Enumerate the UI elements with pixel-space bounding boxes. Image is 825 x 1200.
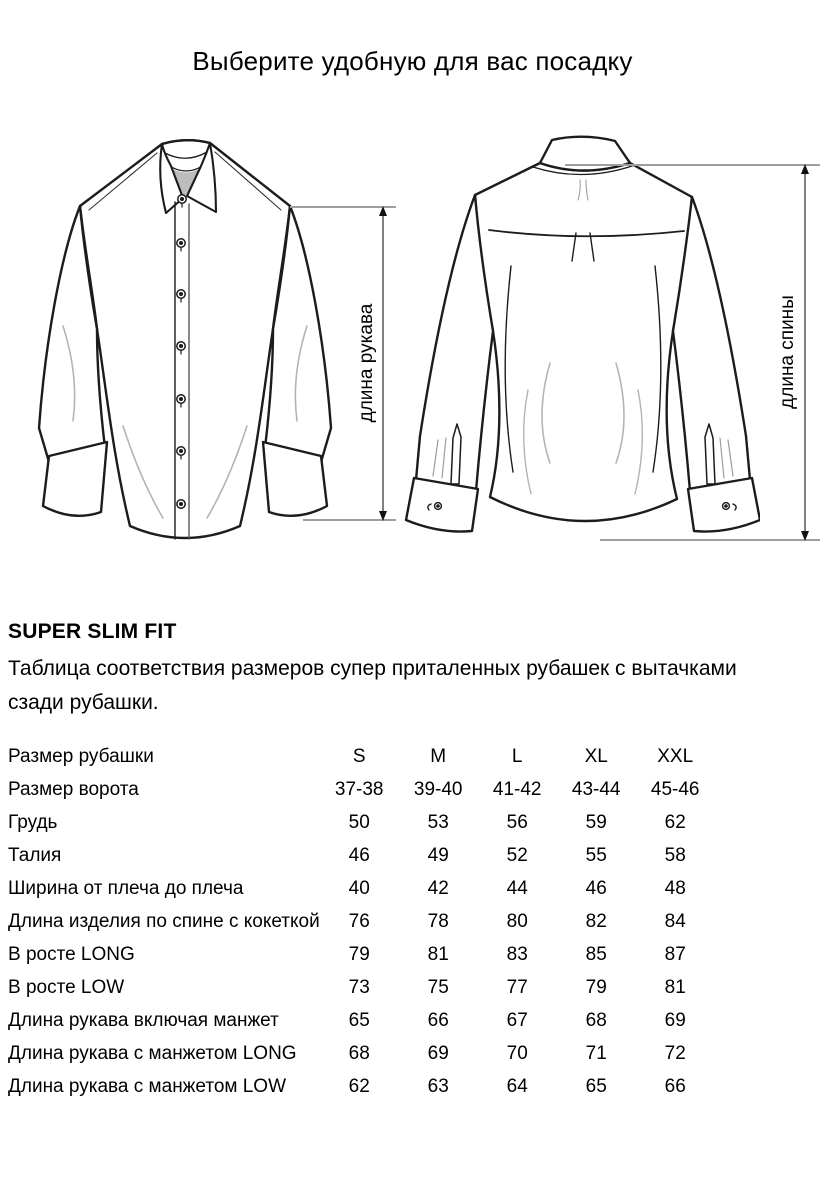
row-value: 46 [585, 877, 607, 899]
row-label: Длина рукава с манжетом LONG [8, 1042, 297, 1064]
table-row [8, 905, 715, 938]
row-value: 80 [506, 910, 528, 932]
row-value: 76 [348, 910, 370, 932]
row-value: S [352, 745, 366, 767]
row-value: 71 [585, 1042, 607, 1064]
row-value: L [511, 745, 523, 767]
row-value: 48 [664, 877, 686, 899]
table-row [8, 872, 715, 905]
row-value: 64 [506, 1075, 528, 1097]
row-value: 58 [664, 844, 686, 866]
row-label: Ширина от плеча до плеча [8, 877, 244, 899]
row-value: 46 [348, 844, 370, 866]
row-value: 68 [585, 1009, 607, 1031]
row-value: 50 [348, 811, 370, 833]
row-value: 67 [506, 1009, 528, 1031]
row-value: 49 [427, 844, 449, 866]
row-label: Длина рукава с манжетом LOW [8, 1075, 287, 1097]
row-label: Талия [8, 844, 62, 866]
row-value: 87 [664, 943, 686, 965]
row-value: 39-40 [413, 778, 463, 800]
row-value: 62 [664, 811, 686, 833]
row-value: 81 [664, 976, 686, 998]
row-value: 55 [585, 844, 607, 866]
row-value: 59 [585, 811, 607, 833]
row-label: Длина рукава включая манжет [8, 1009, 279, 1031]
row-label: Грудь [8, 811, 58, 833]
row-value: 42 [427, 877, 449, 899]
shirt-front-figure [35, 126, 335, 550]
row-value: 40 [348, 877, 370, 899]
table-row [8, 839, 715, 872]
row-value: 43-44 [571, 778, 621, 800]
table-row [8, 971, 715, 1004]
row-value: 66 [664, 1075, 686, 1097]
row-value: 72 [664, 1042, 686, 1064]
row-value: XXL [657, 745, 694, 767]
table-header-row [8, 740, 715, 773]
table-row [8, 1004, 715, 1037]
row-value: 79 [348, 943, 370, 965]
row-value: 85 [585, 943, 607, 965]
table-row [8, 806, 715, 839]
back-length-label: длина спины [777, 295, 798, 409]
row-value: 45-46 [650, 778, 700, 800]
shirt-back-figure [400, 128, 760, 558]
table-row [8, 1037, 715, 1070]
row-value: 77 [506, 976, 528, 998]
table-row [8, 1070, 715, 1103]
page-title: Выберите удобную для вас посадку [192, 46, 633, 76]
row-value: 81 [427, 943, 449, 965]
row-value: 83 [506, 943, 528, 965]
row-value: 63 [427, 1075, 449, 1097]
row-value: 82 [585, 910, 607, 932]
row-value: 65 [348, 1009, 370, 1031]
row-label: В росте LONG [8, 943, 135, 965]
row-value: 52 [506, 844, 528, 866]
row-label: В росте LOW [8, 976, 125, 998]
row-value: 78 [427, 910, 449, 932]
fit-heading: SUPER SLIM FIT [8, 620, 177, 643]
row-value: 69 [427, 1042, 449, 1064]
row-value: 75 [427, 976, 449, 998]
row-value: 41-42 [492, 778, 542, 800]
size-table [8, 740, 715, 1103]
row-value: 84 [664, 910, 686, 932]
row-value: 53 [427, 811, 449, 833]
row-label: Размер ворота [8, 778, 139, 800]
row-value: XL [584, 745, 608, 767]
fit-description: Таблица соответствия размеров супер приталенных рубашек с вытачками сзади рубашки. [8, 657, 737, 714]
row-value: 37-38 [334, 778, 384, 800]
table-row [8, 938, 715, 971]
table-row [8, 773, 715, 806]
sleeve-length-label: длина рукава [356, 303, 377, 423]
row-label: Размер рубашки [8, 745, 154, 767]
shirt-back-drawing [400, 128, 760, 558]
row-value: 73 [348, 976, 370, 998]
row-value: M [430, 745, 447, 767]
row-value: 44 [506, 877, 528, 899]
row-value: 65 [585, 1075, 607, 1097]
size-table-body [8, 740, 715, 1103]
shirt-front-drawing [35, 126, 335, 550]
row-value: 66 [427, 1009, 449, 1031]
row-label: Длина изделия по спине с кокеткой [8, 910, 320, 932]
row-value: 79 [585, 976, 607, 998]
row-value: 68 [348, 1042, 370, 1064]
row-value: 69 [664, 1009, 686, 1031]
row-value: 70 [506, 1042, 528, 1064]
row-value: 56 [506, 811, 528, 833]
row-value: 62 [348, 1075, 370, 1097]
